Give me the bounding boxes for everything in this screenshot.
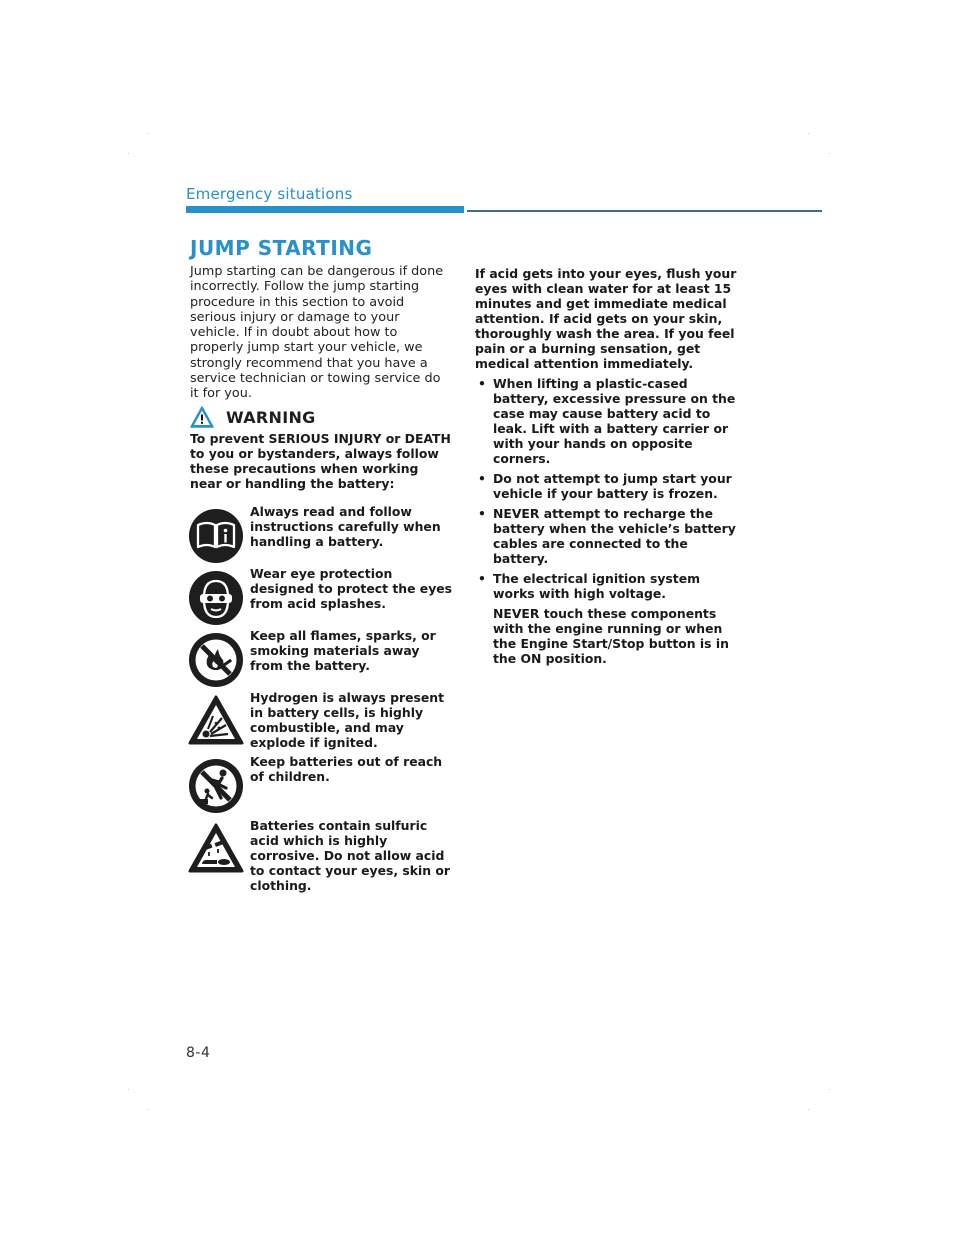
no-flame-icon (188, 632, 244, 688)
warning-item-text: Always read and follow instructions carefully when handling a battery. (250, 504, 441, 549)
list-item-text: The electrical ignition system works with high voltage. (493, 571, 701, 601)
header-rule-accent (186, 206, 464, 213)
section-title: Emergency situations (186, 185, 353, 203)
page-heading: JUMP STARTING (190, 236, 373, 260)
warning-header (190, 405, 316, 429)
list-item (475, 571, 737, 666)
warning-item-text: Hydrogen is always present in battery cells, is highly combustible, and may explode if ignited. (250, 690, 444, 750)
header-rule (467, 210, 822, 212)
explosion-hazard-icon (188, 694, 244, 750)
list-item-subtext: NEVER touch these components with the engine running or when the Engine Start/Stop button is in the ON position. (493, 606, 729, 666)
crop-mark (808, 1109, 809, 1110)
eye-protection-icon (188, 570, 244, 626)
crop-mark (128, 153, 129, 154)
list-item-text: When lifting a plastic-cased battery, excessive pressure on the case may cause battery acid to leak. Lift with a battery carrier or with your hands on opposite corners. (493, 376, 736, 466)
list-item (475, 471, 737, 501)
page-number: 8-4 (186, 1045, 211, 1061)
crop-mark (808, 133, 809, 134)
list-item-text: Do not attempt to jump start your vehicle if your battery is frozen. (493, 471, 732, 501)
warning-triangle-icon (190, 406, 214, 428)
precautions-list (475, 376, 737, 666)
intro-paragraph: Jump starting can be dangerous if done incorrectly. Follow the jump starting procedure in this section to avoid serious injury or damage to your vehicle. If in doubt about how to properly jump start your vehicle, we strongly recommend that you have a service technician or towing service do it for you. (190, 264, 444, 402)
bullet-icon: • (478, 471, 486, 486)
warning-intro: To prevent SERIOUS INJURY or DEATH to you or bystanders, always follow these precautions when working near or handling the battery: (190, 431, 451, 491)
crop-mark (128, 1089, 129, 1090)
keep-away-children-icon (188, 758, 244, 814)
crop-mark (829, 1089, 830, 1090)
list-item (475, 506, 737, 566)
warning-item-text: Keep all flames, sparks, or smoking materials away from the battery. (250, 628, 436, 673)
acid-first-aid-text: If acid gets into your eyes, flush your eyes with clean water for at least 15 minutes and get immediate medical attention. If acid gets on your skin, thoroughly wash the area. If you feel pain or a burning sensation, get medical attention immediately. (475, 266, 737, 371)
list-item (475, 376, 737, 466)
warning-item-text: Wear eye protection designed to protect the eyes from acid splashes. (250, 566, 453, 611)
crop-mark (829, 153, 830, 154)
bullet-icon: • (478, 506, 486, 521)
list-item-text: NEVER attempt to recharge the battery when the vehicle’s battery cables are connected to the battery. (493, 506, 736, 566)
corrosive-hazard-icon (188, 822, 244, 878)
bullet-icon: • (478, 571, 486, 586)
manual-book-icon (188, 508, 244, 564)
bullet-icon: • (478, 376, 486, 391)
right-column (475, 266, 737, 666)
warning-label: WARNING (226, 407, 316, 427)
crop-mark (147, 133, 148, 134)
crop-mark (147, 1109, 148, 1110)
warning-item-text: Keep batteries out of reach of children. (250, 754, 443, 784)
warning-item-text: Batteries contain sulfuric acid which is highly corrosive. Do not allow acid to contact your eyes, skin or clothing. (250, 818, 451, 893)
